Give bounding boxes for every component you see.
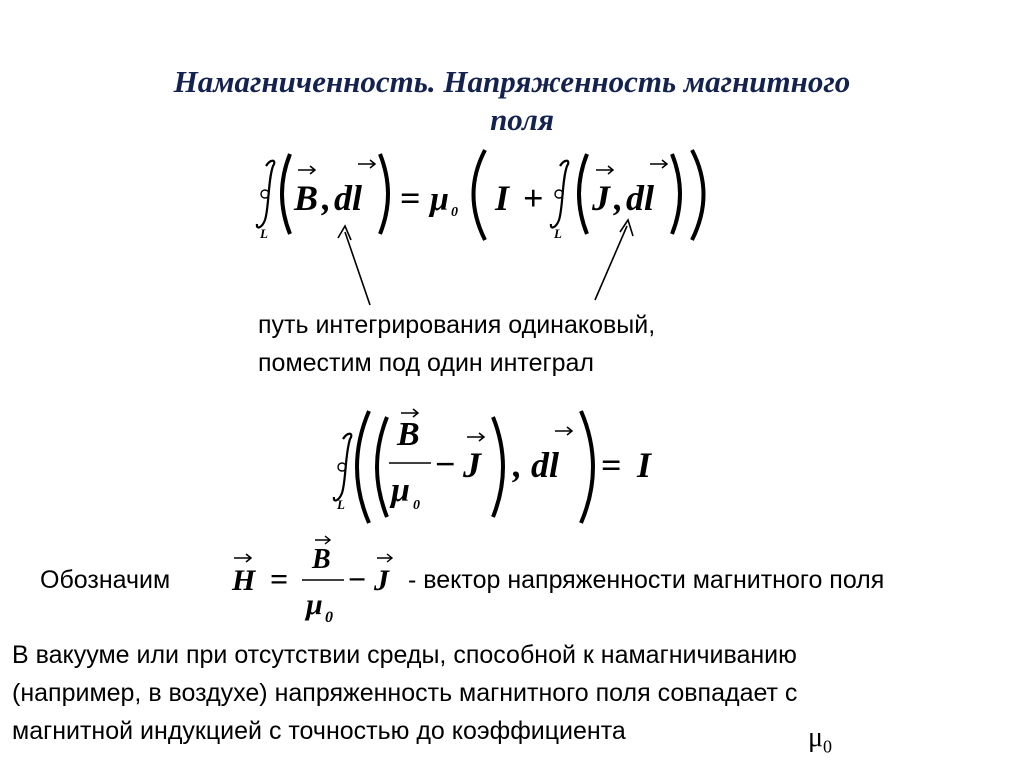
mu-subscript: 0	[451, 205, 458, 220]
equals-sign: =	[270, 561, 289, 597]
outer-right-paren	[581, 411, 593, 523]
vector-B: B	[294, 178, 319, 218]
pointer-arrows	[0, 0, 1024, 320]
mu-denominator: μ	[391, 472, 410, 509]
arrow-line-right	[595, 226, 627, 300]
contour-integral-sign	[334, 434, 351, 501]
annotation-text	[258, 306, 655, 382]
vector-B-numerator: B	[312, 544, 331, 575]
comma: ,	[513, 445, 522, 485]
paragraph-line1: В вакууме или при отсутствии среды, способной к намагничиванию	[12, 641, 797, 669]
outer-left-paren	[357, 411, 369, 523]
vector-J: J	[463, 445, 481, 485]
current-I: I	[495, 178, 510, 218]
integral-limit-label: L	[260, 226, 268, 241]
arrow-line-left	[345, 232, 370, 305]
definition-description: - вектор напряженности магнитного поля	[408, 566, 885, 594]
integral-limit-label-2: L	[554, 226, 562, 241]
mu-denominator: μ	[306, 588, 323, 621]
coefficient-sub: 0	[823, 736, 833, 757]
coefficient-mu: μ	[808, 722, 824, 753]
vector-H: H	[232, 564, 256, 597]
vector-dl-2: dl	[626, 178, 655, 218]
plus-sign: +	[523, 178, 544, 218]
slide-title-line2: поля	[490, 102, 554, 137]
equals-sign: =	[400, 178, 421, 218]
minus-sign: −	[348, 561, 367, 597]
vector-arrow-J	[467, 433, 484, 441]
minus-sign: −	[435, 444, 456, 484]
mu-symbol: μ	[430, 181, 449, 218]
mu-subscript: 0	[413, 498, 420, 513]
vector-J: J	[592, 178, 610, 218]
vector-arrow-dl	[555, 427, 572, 435]
vector-J: J	[374, 564, 389, 597]
vector-arrow-H	[234, 554, 251, 562]
vector-arrow-J	[377, 554, 392, 562]
comma: ,	[322, 178, 331, 218]
inner-left-paren	[377, 417, 387, 517]
coefficient-mu0	[808, 722, 832, 758]
vector-arrow-B	[315, 536, 330, 544]
annotation-line2: поместим под один интеграл	[258, 349, 595, 377]
vector-B-numerator: B	[397, 416, 420, 453]
inner-right-paren	[493, 417, 503, 517]
annotation-line1: путь интегрирования одинаковый,	[258, 311, 656, 339]
vector-dl: dl	[531, 445, 560, 485]
comma-2: ,	[614, 178, 623, 218]
paragraph-line3: магнитной индукцией с точностью до коэффициента	[12, 717, 626, 745]
definition-label: Обозначим	[40, 566, 171, 594]
slide-title-line1: Намагниченность. Напряженность магнитного	[173, 64, 851, 99]
equals-sign: =	[601, 445, 622, 485]
combined-equation	[325, 405, 665, 530]
field-strength-definition	[228, 530, 408, 630]
mu-subscript: 0	[325, 609, 333, 626]
paragraph-line2: (например, в воздухе) напряженность магнитного поля совпадает с	[12, 679, 798, 707]
vector-dl: dl	[334, 178, 363, 218]
explanation-paragraph	[12, 636, 1022, 750]
integral-limit-label: L	[337, 497, 345, 512]
current-I: I	[637, 445, 652, 485]
